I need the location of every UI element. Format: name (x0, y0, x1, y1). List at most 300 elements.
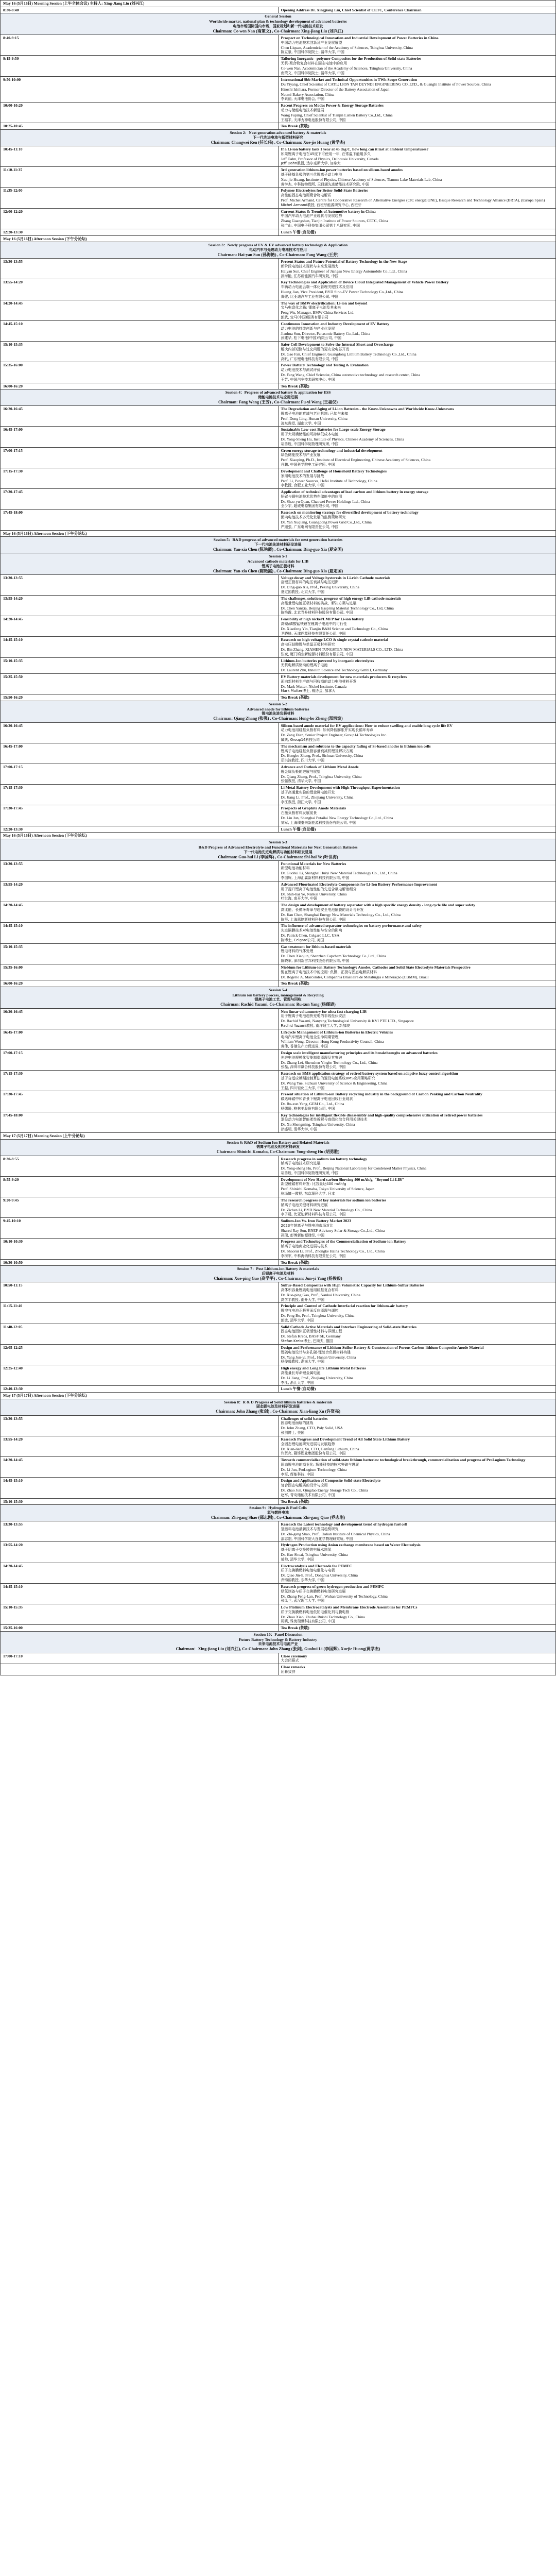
talk-details (278, 1478, 556, 1498)
speaker-zh: Rachid Yazami教授, 南洋理工大学, 新加坡 (281, 1023, 350, 1028)
speaker-zh: 许贤亮, 赣锋锂业集团股份有限公司, 中国 (281, 1451, 346, 1456)
speaker-zh: Mark Mutter博士, 镍协会, 加拿大 (281, 689, 336, 693)
talk-time: 14:20-14:45 (1, 1457, 279, 1478)
talk-time: 11:40-12:05 (1, 1324, 279, 1344)
speaker-zh: 张斌, 厦门钨业新能源材料股份有限公司, 中国 (281, 652, 353, 656)
talk-time: 17:30-17:45 (1, 1091, 279, 1112)
talk-time: 9:20-9:45 (1, 1197, 279, 1217)
talk-title: Opening Address Dr. Xingjiang Liu, Chief Scientist of CETC, Conference Chairman (281, 7, 422, 12)
talk-title: Hydrogen Production using Anion exchange membrane based on Water Electrolysis (281, 1543, 421, 1548)
session-subtitle: Advanced anode for lithium batteries (247, 706, 309, 711)
session-header (1, 537, 556, 553)
talk-details (278, 167, 556, 188)
talk-title-zh: 大会闭幕式 (281, 1658, 299, 1663)
talk-details (278, 637, 556, 657)
talk-details (278, 208, 556, 229)
talk-details (278, 1604, 556, 1625)
day-header-row (1, 530, 556, 537)
speaker: Dr. Rachid Yazami, Nanyang Technological University & KVI PTE LTD., Singapore (281, 1019, 414, 1024)
session-chairs: Chairman: Xue-ping Gao (高学平) , Co-Chairman: Jun-yi Yang (杨俊毅) (214, 1276, 342, 1281)
talk-title: Design and Application of Composite Solid-state Electrolyte (281, 1478, 380, 1483)
talk-time: 13:55-14:20 (1, 595, 279, 616)
speaker-zh: 胡勇胜, 中国科学院物理研究所, 中国 (281, 442, 339, 446)
session-subtitle: 氢与燃料电池 (267, 1510, 289, 1515)
talk-row (1, 1029, 556, 1049)
talk-time: 9:50-10:00 (1, 76, 279, 103)
speaker: Dr. Qiao Jin-li, Prof., Donghua University, China (281, 1573, 358, 1578)
talk-title: Lifecycle Management of Lithium-ion Batteries in Electric Vehicles (281, 1029, 393, 1035)
talk-time: 14:45-15:10 (1, 1583, 279, 1604)
session-title: Session 8：R & D Progress of Solid lithium batteries & materials (223, 1399, 333, 1404)
session-header (1, 701, 556, 722)
session-subtitle: 下一代先进电池与新型材料研究 (253, 135, 303, 140)
talk-title: Research progress of green hydrogen production and PEMFC (281, 1584, 385, 1589)
speaker-zh: 凌东教授, 湖南大学, 中国 (281, 421, 321, 426)
talk-row (1, 574, 556, 595)
speaker: Dr. Jiang Li, Prof., Zhejiang University, China (281, 794, 354, 800)
speaker: Dr. Rogério A. Marcondes, Companhia Brasileira de Metalurgia e Mineração (CBMM), Brazil (281, 974, 429, 979)
speaker-zh: 刘军, 上海璞泰来新能源科技股份有限公司, 中国 (281, 820, 357, 825)
talk-title: Development and Challenge of Household Battery Technologies (281, 468, 387, 473)
day-header: May 16 (5月16日) Morning Session (上午全体会议) 主持人: Xing-Jiang Liu (刘兴江) (1, 1, 556, 7)
talk-time: 17:15-17:30 (1, 1071, 279, 1091)
talk-time: 15:35-16:00 (1, 964, 279, 980)
talk-details (278, 56, 556, 76)
talk-row (1, 1604, 556, 1625)
speaker: Naomi Bakery Association, China (281, 92, 335, 97)
speaker-zh: 叶世海, 南开大学, 中国 (281, 896, 318, 901)
session-header-row (1, 537, 556, 553)
talk-row (1, 923, 556, 943)
speaker: Chen Liquan, Academician of the Academy of Sciences, Tsinghua University, China (281, 45, 413, 50)
speaker: William Wong, Director, Hong Kong Productivity Council, China (281, 1039, 384, 1044)
talk-title: Sulfur-Based Composites with High Volumetric Capacity for Lithium-Sulfur Batteries (281, 1283, 425, 1288)
session-subtitle: 电池市场国际国内市场、国家规划和新一代电池技术研发 (233, 24, 323, 28)
talk-time: 13:55-14:20 (1, 1542, 279, 1563)
talk-time: 14:45-15:10 (1, 1478, 279, 1498)
speaker-zh: 胡勇胜, 中国科学院物理研究所, 中国 (281, 1171, 339, 1175)
talk-title: The challenges, solutions, progress of high energy LiB cathode materials (281, 596, 402, 601)
talk-row (1, 616, 556, 637)
talk-details (278, 1029, 556, 1049)
talk-row (1, 1303, 556, 1324)
speaker-zh: 孙建华, 松下电池(中国)有限公司, 中国 (281, 336, 341, 341)
session-subtitle: Advanced cathode materials for LIB (247, 558, 309, 564)
talk-title: Prospect on Technological Innovation and Industrial Development of Power Batteries in China (281, 36, 439, 41)
break-label: Tea Break (茶歇) (278, 123, 556, 130)
talk-title-zh: 锂离子电池的衰减与老化机制: 已知与未知 (281, 411, 349, 416)
break-time: 12:40-13:30 (1, 1386, 279, 1393)
talk-details (278, 1176, 556, 1197)
talk-time: 16:45-17:00 (1, 743, 279, 764)
speaker: Haiyan Sun, Chief Engineer of Jiangsu New Energy Automobile Co.,Ltd., China (281, 268, 407, 274)
break-row (1, 694, 556, 701)
talk-time: 8:40-9:15 (1, 35, 279, 56)
speaker-zh: 李江教授, 浙江大学, 中国 (281, 800, 321, 804)
talk-title: Lithium-Ion batteries powered by inorganic electrolytes (281, 658, 374, 663)
speaker: Dr. Laurent Zhu, Innolith Science and Technology GmbH, Germany (281, 668, 388, 673)
speaker-zh: 张凤兰, 武汉理工大学, 中国 (281, 1599, 325, 1603)
speaker: Dr. Shih-hai Ye, Nankai University, China (281, 891, 347, 896)
talk-title: Advanced Fluorinated Electrolyte Components for Li-Ion Battery Performance Improvement (281, 882, 437, 887)
talk-title-zh: 退役动力电池智能柔性拆解与高值化综合利用关键技术 (281, 1117, 368, 1122)
session-header (1, 1505, 556, 1521)
talk-row (1, 637, 556, 657)
break-time: 12:20-13:30 (1, 826, 279, 833)
speaker: Dr. Yong-Sheng Hu, Institute of Physics, Chinese Academy of Sciences, China (281, 437, 404, 442)
speaker-zh: 肖鹏, 中国科学院电工研究所, 中国 (281, 463, 335, 467)
talk-time: 17:15-17:30 (1, 785, 279, 805)
talk-details (278, 1563, 556, 1583)
talk-details (278, 1664, 556, 1675)
talk-row (1, 489, 556, 510)
talk-time: 13:30-13:55 (1, 259, 279, 279)
session-chairs: Chairman: Fang Wang (王芳) , Co-Chairman: Fu-yi Wang (王福仪) (218, 399, 338, 404)
session-chairs: Chairman: Yan-xia Chen (陈艳霞) , Co-Chairman: Ding-guo Xia (夏定国) (213, 568, 343, 573)
talk-row (1, 1218, 556, 1239)
speaker-zh: 黄健, 比亚迪汽车工业有限公司, 中国 (281, 294, 339, 299)
talk-title-zh: 动力与储能电池技术新进展 (281, 108, 324, 112)
speaker: Dr. Gao Fan, Chief Engineer, Guangdong Lithium Battery Technology Co.,Ltd., China (281, 351, 416, 357)
talk-title-zh: 基于自适应模糊控制算法的退役电池系统BMS应用策略研究 (281, 1076, 375, 1080)
talk-title: Application of technical advantages of lead carbon and lithium battery in energy storage (281, 489, 428, 495)
speaker-zh: 彭武, 宝马(中国)服务有限公司 (281, 315, 328, 320)
speaker-zh: 李军, 辉能科技, 中国 (281, 1472, 314, 1477)
break-label: Tea Break (茶歇) (278, 1498, 556, 1505)
speaker: Dr. Zang Dian, Senior Project Engineer, Group14 Technologies Inc. (281, 733, 387, 738)
session-subtitle: 固态锂电池及材料研发进展 (256, 1404, 300, 1409)
day-header: May 17 (5月17日) Morning Session (上午分论坛) (1, 1132, 556, 1139)
session-chairs: Chairman: Qiang Zhang (张强) , Co-Chairman: Hong-bo Zheng (郑洪波) (213, 716, 343, 721)
talk-row (1, 1563, 556, 1583)
speaker-zh: Stefan Krebs博士, 巴斯夫, 德国 (281, 1339, 333, 1344)
session-subtitle: R&D Progress of Advanced Electrolyte and Functional Materials for Next Generation Batteries (198, 844, 358, 850)
talk-title: Power Battery Technology and Testing & Evaluation (281, 363, 369, 368)
talk-title: Tailoring Inorganic - polymer Composites for the Production of Solid-state Batteries (281, 56, 422, 61)
session-chairs: Chairman: John Zhang (张剑) , Co-Chairman: Xian-liang Xu (许贤亮) (215, 1409, 341, 1414)
talk-time: 13:30-13:55 (1, 1415, 279, 1436)
talk-title: Low Platinum Electrocatalysts and Membrane Electrode Assemblies for PEMFCs (281, 1605, 418, 1610)
talk-time: 17:00-17:10 (1, 1653, 279, 1664)
speaker: Zhang Guangshan, Tianjin Institute of Power Sources, CETC, China (281, 218, 388, 224)
talk-row (1, 56, 556, 76)
talk-details (278, 764, 556, 785)
talk-time: 13:55-14:20 (1, 881, 279, 902)
break-time: 15:10-15:30 (1, 1498, 279, 1505)
talk-time: 11:10-11:35 (1, 167, 279, 188)
talk-title: Safer Cell Development to Solve the Internal Short and Overcharge (281, 342, 394, 347)
session-title: Session 3：Newly progress of EV & EV advanced battery technology & Application (208, 243, 348, 248)
talk-time: 17:45-18:00 (1, 510, 279, 530)
speaker: Prof. Li, Power Sources, Hefei Institute of Technology, China (281, 478, 377, 483)
speaker: Ce-wen Nan, Academician of the Academy of Sciences, Tsinghua University, China (281, 65, 412, 71)
talk-details (278, 574, 556, 595)
day-header-row (1, 1393, 556, 1399)
talk-time: 10:10-10:30 (1, 1239, 279, 1259)
speaker: Dr. Zhi-gang Shao, Prof., Dalian Institute of Chemical Physics, China (281, 1531, 390, 1536)
talk-row (1, 468, 556, 488)
talk-title-zh: 富锂正极材料的电压衰减与电压迟滞 (281, 580, 339, 585)
talk-time: 10:50-11:15 (1, 1282, 279, 1303)
session-title: Session 5-3 (269, 840, 287, 845)
talk-title-zh: 新阶段电池技术现状与未来发展潜力 (281, 264, 339, 268)
talk-title-zh: 2023年钠离子与铁电池市场对比 (281, 1223, 334, 1228)
talk-details (278, 1324, 556, 1344)
talk-details (278, 1218, 556, 1239)
session-header-row (1, 987, 556, 1008)
break-time: 16:00-16:20 (1, 980, 279, 987)
talk-details (278, 805, 556, 826)
speaker: Dr. Zhang Feng-Lan, Prof., Wuhan University of Technology, China (281, 1594, 388, 1599)
talk-row (1, 1282, 556, 1303)
talk-title: 3rd generation lithium-ion power batteries based on silicon-based anodes (281, 167, 403, 173)
talk-title-zh: 先进隔膜技术对电池性能与安全的影响 (281, 928, 342, 933)
talk-details (278, 342, 556, 362)
talk-row (1, 510, 556, 530)
break-row (1, 229, 556, 235)
talk-title: Towards commercialization of solid-state lithium batteries: technological breakthrough, commercialization and progress of ProLogium Technology (281, 1458, 526, 1463)
session-title: General Session (265, 14, 291, 19)
talk-row (1, 764, 556, 785)
talk-time: 11:35-12:00 (1, 188, 279, 208)
talk-title-zh: 钠离子电池商业化进展与技术 (281, 1244, 328, 1249)
speaker: Dr. Peng Bo, Prof., Tsinghua University, China (281, 1313, 355, 1318)
talk-details (278, 1197, 556, 1217)
speaker-zh: 驹场慎一教授, 东京理科大学, 日本 (281, 1192, 335, 1196)
session-header (1, 1266, 556, 1282)
talk-details (278, 146, 556, 167)
session-title: Session 7：Post Lithium-ion Battery & materials (237, 1266, 319, 1272)
talk-title-zh: 锂硫电池设计与多孔碳-锂复合负极材料构建 (281, 1350, 351, 1354)
speaker: Dr. Chen Xiaojun, Shenzhen Capchem Technology Co.,Ltd., China (281, 954, 386, 959)
talk-title-zh: 石墨负极材料发展前景 (281, 811, 317, 816)
speaker-zh: 张剑博士, 美国 (281, 1431, 305, 1435)
session-header (1, 389, 556, 406)
talk-time: 15:10-15:35 (1, 943, 279, 964)
break-label: Tea Break (茶歇) (278, 1625, 556, 1632)
talk-title-zh: 基于高通量实验的锂金属电池开发 (281, 790, 335, 794)
speaker: Dr. Yong-sheng Hu, Prof., Beijing National Laboratory for Condensed Matter Physics, China (281, 1166, 427, 1171)
speaker-zh: 王福平, 天津力神电池股份有限公司, 中国 (281, 117, 346, 122)
talk-title: Key Technologies and Application of Device Cloud Integrated Management of Vehicle Power Battery (281, 280, 449, 285)
session-chairs: Chairman: Zhi-gang Shao (邵志刚) , Co-Chairman: Zhi-gang Qiao (乔志刚) (211, 1515, 345, 1520)
talk-title-zh: 家用电池技术的发展与挑战 (281, 473, 324, 478)
talk-details (278, 1282, 556, 1303)
talk-title: Feasibility of high nickel/LMFP for Li-ion battery (281, 617, 364, 622)
talk-time: 15:35-15:50 (1, 674, 279, 694)
talk-title: Silicon-based anode material for EV applications: How to reduce swelling and enable long cycle life EV (281, 723, 453, 728)
talk-title-zh: 中国汽车动力电池产业现状与发展趋势 (281, 214, 342, 218)
talk-time: 9:15-9:50 (1, 56, 279, 76)
talk-title-zh: 质子交换膜燃料电池电催化与电极 (281, 1568, 335, 1573)
break-label: Tea Break (茶歇) (278, 1259, 556, 1266)
speaker-zh: 赵军, 青岛储能技术有限公司, 中国 (281, 1493, 335, 1497)
speaker-zh: 邵志刚, 中国科学院大连化学物理研究所, 中国 (281, 1536, 353, 1541)
talk-time: 14:20-14:45 (1, 616, 279, 637)
break-time: 10:30-10:50 (1, 1259, 279, 1266)
break-row (1, 383, 556, 389)
talk-title: EV Battery materials development for new materials producers & recyclers (281, 674, 407, 680)
talk-time: 17:00-17:15 (1, 764, 279, 785)
session-title: Session 5-4 (269, 987, 287, 992)
talk-title: Principle and Control of Cathode Interfacial reaction for lithium-air battery (281, 1303, 408, 1309)
session-subtitle: 下一代电池先进材料研发进展 (254, 542, 302, 547)
speaker: Xue-jie Huang, Institute of Physics, Chinese Academy of Sciences, Tianmu Lake Materials Lab, China (281, 177, 442, 182)
talk-title-zh: 车辆动力电池云端一体化管理关键技术及应用 (281, 285, 353, 290)
talk-row (1, 7, 556, 13)
talk-details (278, 259, 556, 279)
session-subtitle: 电动汽车与先进动力电池技术与应用 (249, 248, 307, 252)
session-subtitle: 钠离子电池及相关材料研发 (256, 1145, 300, 1149)
talk-title-zh: 质子交换膜燃料电池低铂电催化剂与膜电极 (281, 1609, 350, 1614)
speaker: Wang Fuping, Chief Scientist of Tianjin Lishen Battery Co.,Ltd., China (281, 112, 393, 117)
talk-title: Polymer Electrolytes for Better Solid-State Batteries (281, 188, 368, 193)
speaker-zh: Jeff Dahn教授, 达尔豪斯大学, 加拿大 (281, 161, 341, 166)
talk-time: 14:20-14:45 (1, 300, 279, 320)
talk-details (278, 943, 556, 964)
session-header-row (1, 130, 556, 146)
speaker-zh: 陈立泉, 中国科学院院士, 清华大学, 中国 (281, 50, 344, 55)
talk-time: 9:45-10:10 (1, 1218, 279, 1239)
session-subtitle: 下一代电池先进电解质与功能材料研发进展 (244, 850, 312, 854)
talk-title: Research on monitoring strategy for diversified development of battery technology (281, 510, 419, 515)
talk-details (278, 923, 556, 943)
talk-title-zh: 用于锂离子电池超快充电的非线性伏安法 (281, 1014, 346, 1019)
session-title: Session 5-1 (269, 554, 287, 559)
speaker: Du Yiyang, Chief Scientist of CATL; LION TAN DEYNDI ENGINEERING CO.,LTD., & Guanghi Institute of Power Sources, China (281, 82, 491, 87)
day-header-row (1, 1, 556, 7)
session-header-row (1, 1266, 556, 1282)
talk-row (1, 1457, 556, 1478)
talk-time: 14:45-15:10 (1, 637, 279, 657)
talk-time: 14:45-15:10 (1, 923, 279, 943)
talk-title: Research Progress and Development Trend of All Solid State Lithium Battery (281, 1436, 410, 1442)
talk-details (278, 489, 556, 510)
speaker-zh: 全少宇, 超威电源集团有限公司, 中国 (281, 504, 339, 509)
speaker: Dr. Xu Shengming, Tsinghua University, China (281, 1122, 355, 1127)
talk-details (278, 616, 556, 637)
session-header (1, 987, 556, 1008)
speaker: Dr. Hao Shuai, Tsinghua University, China (281, 1552, 348, 1557)
session-header (1, 1139, 556, 1156)
speaker-zh: 李国辉, 上海汇翼新材料科技有限公司, 中国 (281, 876, 350, 880)
break-label: Tea Break (茶歇) (278, 694, 556, 701)
talk-title: Functional Materials for New Batteries (281, 861, 346, 866)
talk-title-zh: 绿色储能技术与产业发展 (281, 453, 321, 457)
talk-row (1, 902, 556, 923)
break-row (1, 1625, 556, 1632)
speaker: Dr. John Zhang, CTO, Poly Solid, USA (281, 1426, 343, 1431)
talk-row (1, 1583, 556, 1604)
talk-title: Recent Progress on Modes Power & Energy Storage Batteries (281, 103, 384, 108)
talk-title-zh: 高镍/磷酸锰铁锂在锂离子电池中的可行性 (281, 621, 347, 626)
talk-details (278, 103, 556, 123)
speaker: Jianhua Sun, Director, Panasonic Battery Co.,Ltd., China (281, 331, 370, 336)
talk-row (1, 1542, 556, 1563)
talk-title-zh: 解决内部短路与过充问题的更安全电芯开发 (281, 347, 350, 351)
talk-title: Close remarks (281, 1665, 305, 1670)
speaker: Prof. Michel Armand, Centre for Cooperative Research on Alternative Energies (CIC energiGUNE), Basque Research and Technology Alliance (BRTA), (Europa Spain) (281, 198, 545, 203)
talk-title: Sodium-Ion Vs. Iron Battery Market 2023 (281, 1218, 351, 1224)
talk-row (1, 1324, 556, 1344)
speaker-zh: 南策文, 中国科学院院士, 清华大学, 中国 (281, 71, 344, 75)
talk-title: Prospects of Graphite Anode Materials (281, 806, 346, 811)
talk-title-zh: 先进电池规模化智能制造原理及其突破 (281, 1055, 342, 1060)
talk-title: International Sbb Market and Technical Opportunities in TWh Scope Generation (281, 77, 418, 82)
talk-row (1, 447, 556, 468)
talk-title: The mechanism and solutions to the capacity fading of Si-based anodes in lithium ion cells (281, 743, 431, 749)
talk-title: Voltage decay and Voltage hysteresis in Li-rich Cathode materials (281, 575, 391, 580)
talk-row (1, 1478, 556, 1498)
talk-title-zh: 高能量锂电池正极材料的挑战、解决方案与进展 (281, 601, 357, 605)
speaker: Shared Ray Sun, BNEF Advisory Solar & Storage Co.,Ltd., China (281, 1228, 385, 1233)
talk-details (278, 1415, 556, 1436)
talk-title: Research on high voltage LCO & single crystal cathode material (281, 637, 388, 642)
talk-title: Present situation of Lithium-ion Battery recycling industry in the background of Carbon Peaking and Carbon Neutrality (281, 1092, 482, 1097)
session-subtitle: 锂离子电池工艺、管理与回收 (254, 997, 302, 1002)
day-header-row (1, 235, 556, 242)
talk-row (1, 146, 556, 167)
session-chairs: Chairman: Guo-hui Li (李国辉) , Co-Chairman: Shi-hai Ye (叶世海) (218, 854, 338, 859)
speaker-zh: 高学平教授, 南开大学, 中国 (281, 1297, 325, 1302)
session-header-row (1, 1399, 556, 1415)
session-title: Session 5：R&D progress of advanced materials for next generation batteries (213, 537, 343, 543)
talk-title-zh: 面向电池技术多元化发展的监测策略研究 (281, 515, 346, 520)
talk-details (278, 1303, 556, 1324)
session-header-row (1, 701, 556, 722)
talk-row (1, 1008, 556, 1029)
talk-details (278, 1583, 556, 1604)
talk-time: 16:20-16:45 (1, 722, 279, 743)
speaker-zh: 高帆, 广东锂电池科技有限公司, 中国 (281, 357, 339, 361)
talk-details (278, 1008, 556, 1029)
talk-row (1, 943, 556, 964)
talk-time: 15:10-15:35 (1, 1604, 279, 1625)
talk-title-zh: 铌在锂离子电池技术中的应用: 负极、正极与固态电解质材料 (281, 970, 377, 974)
speaker-zh: 周晓, 珠海瑞世科技有限公司, 中国 (281, 1619, 335, 1624)
talk-title-zh: 动力电池用硅基负极材料: 如何降低膨胀并实现长循环寿命 (281, 728, 374, 733)
talk-details (278, 510, 556, 530)
talk-time: 17:45-18:00 (1, 1112, 279, 1132)
talk-title-zh: 锂电材料的气体处理 (281, 949, 314, 954)
talk-title-zh: 锂空气电池正极界面反应原理与调控 (281, 1309, 339, 1313)
talk-row (1, 1365, 556, 1386)
speaker: Dr. Bin Zhang, XIAMEN TUNGSTEN NEW MATERIALS CO., LTD, China (281, 647, 403, 652)
day-header-row (1, 833, 556, 839)
talk-details (278, 427, 556, 447)
speaker-zh: 李江, 浙江大学, 中国 (281, 1380, 314, 1385)
talk-title-zh: 新型硬碳材料开发: 比容量达400 mAh/g (281, 1182, 346, 1187)
talk-title-zh: 固态锂电池的商业化: 辉能科技的技术突破与进展 (281, 1462, 359, 1467)
talk-time: 13:30-13:55 (1, 574, 279, 595)
talk-title-zh: 氢燃料电池最新技术与发展趋势研究 (281, 1527, 339, 1531)
talk-title-zh: 钠离子电池关键材料研究进展 (281, 1202, 328, 1207)
session-header-row (1, 839, 556, 861)
talk-title-zh: 用于大规模储能的可持续低成本电池 (281, 432, 339, 437)
session-title: Session 5-2 (269, 701, 287, 706)
speaker-zh: 孙海艳, 江苏新能源汽车研究院, 中国 (281, 274, 339, 278)
talk-title-zh: 基于硅基负极的第三代锂离子动力电池 (281, 172, 342, 177)
break-row (1, 123, 556, 130)
talk-time: 12:05-12:25 (1, 1344, 279, 1365)
talk-time: 17:00-17:15 (1, 447, 279, 468)
session-header (1, 13, 556, 35)
talk-details (278, 1436, 556, 1456)
speaker: Dr. Wang Yue, Sichuan University of Science & Engineering, China (281, 1080, 388, 1086)
talk-row (1, 188, 556, 208)
session-subtitle: 锂离子电池正极材料 (262, 564, 294, 568)
talk-time: 10:00-10:20 (1, 103, 279, 123)
